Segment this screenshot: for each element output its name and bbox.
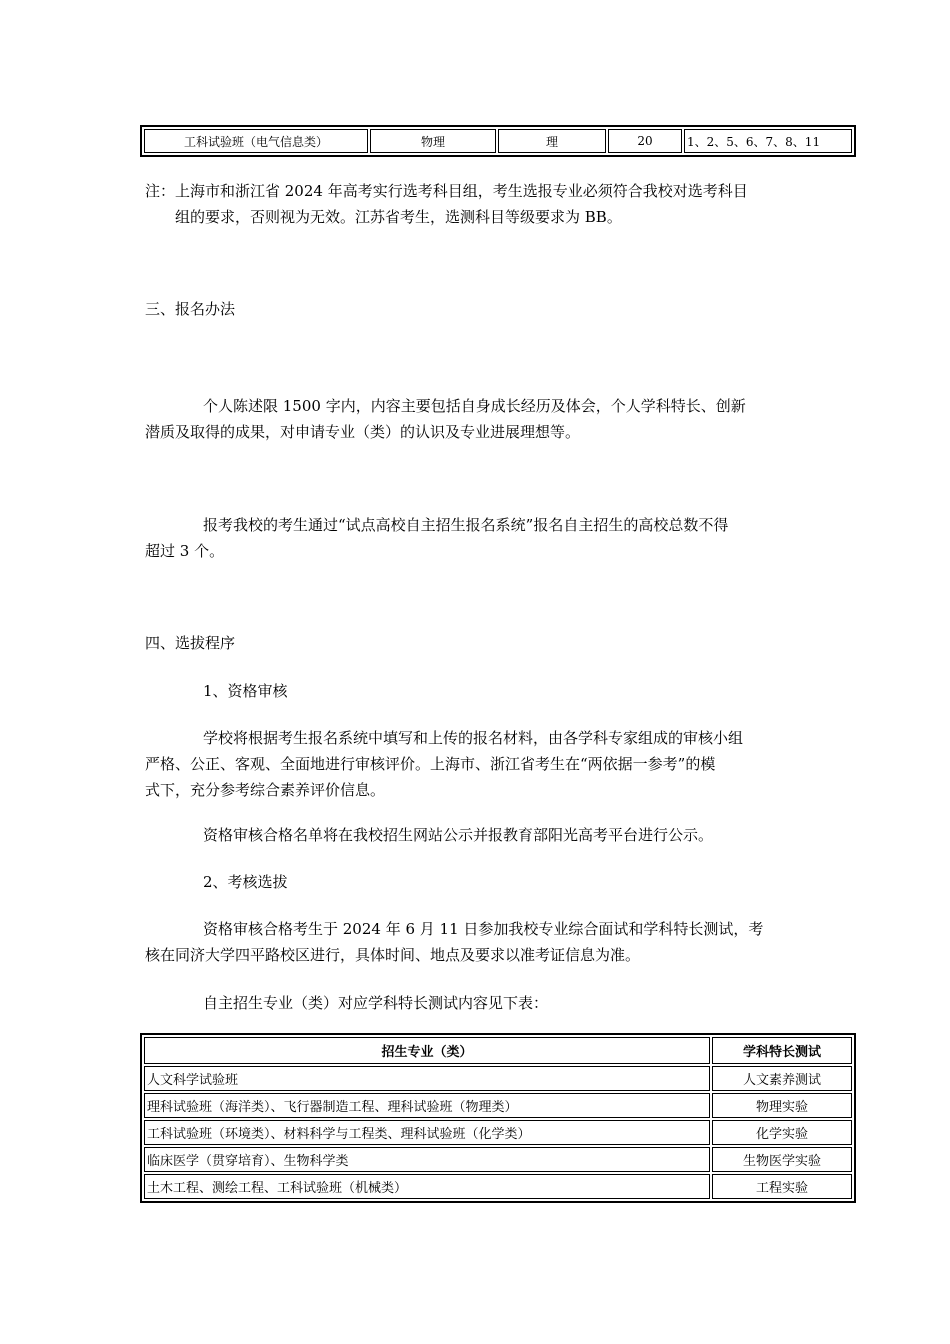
section-4-para-2: 资格审核合格名单将在我校招生网站公示并报教育部阳光高考平台进行公示。 [203,826,714,844]
table-cell-quota: 20 [608,129,682,153]
section-4-para-3-line-2: 核在同济大学四平路校区进行，具体时间、地点及要求以准考证信息为准。 [145,946,641,964]
table-row [144,1120,852,1145]
table-cell-test: 生物医学实验 [712,1147,852,1172]
table-cell-test: 化学实验 [712,1120,852,1145]
table-cell-test: 工程实验 [712,1174,852,1199]
table-row [144,1147,852,1172]
section-4-para-1-line-3: 式下，充分参考综合素养评价信息。 [145,781,386,799]
major-requirements-table [140,125,856,157]
note-line-2: 组的要求，否则视为无效。江苏省考生，选测科目等级要求为 BB。 [175,208,622,226]
table-cell-major: 理科试验班（海洋类）、飞行器制造工程、理科试验班（物理类） [144,1093,710,1118]
section-3-title: 三、报名办法 [145,300,236,318]
subsection-2-title: 2、考核选拔 [203,873,288,891]
table-cell-test: 物理实验 [712,1093,852,1118]
table-cell-major: 土木工程、测绘工程、工科试验班（机械类） [144,1174,710,1199]
note-line-1: 注：上海市和浙江省 2024 年高考实行选考科目组，考生选报专业必须符合我校对选考科目 [145,182,748,200]
subsection-1-title: 1、资格审核 [203,682,288,700]
table-cell-category: 理 [498,129,606,153]
table-row [144,129,852,153]
table-cell-subject: 物理 [370,129,496,153]
section-4-para-4: 自主招生专业（类）对应学科特长测试内容见下表： [203,994,549,1012]
section-4-para-1-line-2: 严格、公正、客观、全面地进行审核评价。上海市、浙江省考生在“两依据一参考”的模 [145,755,716,773]
section-3-para-1-line-1: 个人陈述限 1500 字内，内容主要包括自身成长经历及体会，个人学科特长、创新 [203,397,746,415]
section-3-para-2-line-1: 报考我校的考生通过“试点高校自主招生报名系统”报名自主招生的高校总数不得 [203,516,729,534]
table-row [144,1093,852,1118]
table-cell-major: 工科试验班（环境类）、材料科学与工程类、理科试验班（化学类） [144,1120,710,1145]
table-row [144,1174,852,1199]
table-cell-test: 人文素养测试 [712,1066,852,1091]
table-header-row [144,1037,852,1064]
special-test-table [140,1033,856,1203]
table-cell-codes: 1、2、5、6、7、8、11 [684,129,852,153]
section-3-para-2-line-2: 超过 3 个。 [145,542,225,560]
table-cell-major: 人文科学试验班 [144,1066,710,1091]
section-4-title: 四、选拔程序 [145,634,236,652]
table-cell-major: 临床医学（贯穿培育）、生物科学类 [144,1147,710,1172]
section-3-para-1-line-2: 潜质及取得的成果，对申请专业（类）的认识及专业进展理想等。 [145,423,581,441]
table-header-major: 招生专业（类） [144,1037,710,1064]
section-4-para-3-line-1: 资格审核合格考生于 2024 年 6 月 11 日参加我校专业综合面试和学科特长测试，考 [203,920,764,938]
section-4-para-1-line-1: 学校将根据考生报名系统中填写和上传的报名材料，由各学科专家组成的审核小组 [203,729,744,747]
table-cell-major: 工科试验班（电气信息类） [144,129,368,153]
table-row [144,1066,852,1091]
table-header-test: 学科特长测试 [712,1037,852,1064]
